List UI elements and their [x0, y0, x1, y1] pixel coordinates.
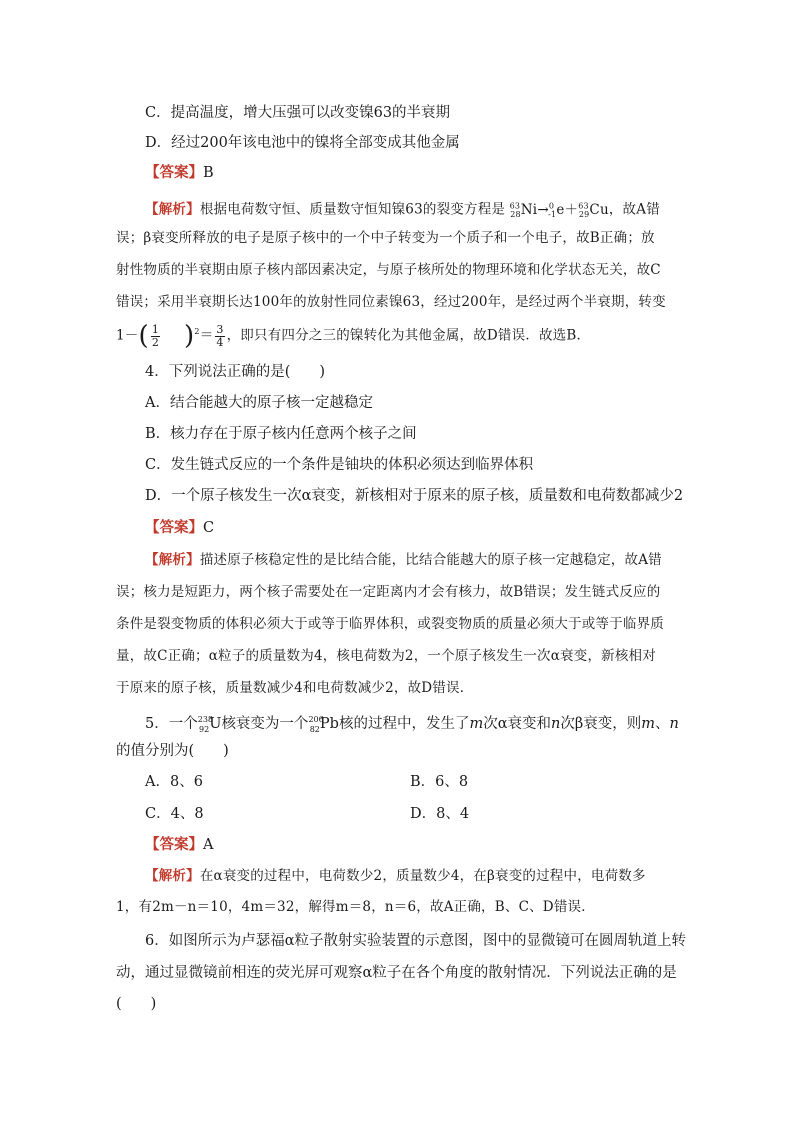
q6-stem-line-1: 6．如图所示为卢瑟福α粒子散射实验装置的示意图，图中的显微镜可在圆周轨道上转 — [145, 933, 687, 949]
q4-answer — [145, 518, 214, 538]
answer-value: A — [203, 837, 214, 853]
q4-stem: 4．下列说法正确的是( ) — [145, 364, 326, 380]
explanation-tag: 【解析】 — [145, 868, 200, 884]
q3-explanation-line-1: 【解析】根据电荷数守恒、质量数守恒知镍63的裂变方程是 $^{63}_{28}$Ni→$^0_{-1}$e＋$^{63}_{29}$Cu，故A错 — [145, 201, 660, 220]
q3-explanation-line-4: 错误；采用半衰期长达100年的放射性同位素镍63，经过200年，是经过两个半衰期，转变 — [116, 294, 666, 310]
q5-answer — [145, 835, 213, 855]
q4-explanation-line-2: 误；核力是短距力，两个核子需要处在一定距离内才会有核力，故B错误；发生链式反应的 — [116, 584, 661, 600]
q4-explanation-line-3: 条件是裂变物质的体积必须大于或等于临界体积，或裂变物质的质量必须大于或等于临界质 — [116, 616, 664, 632]
q3-answer — [145, 163, 214, 183]
q5-option-c: C．4、8 — [145, 806, 204, 822]
answer-tag: 【答案】 — [145, 164, 203, 181]
explanation-tag: 【解析】 — [145, 201, 200, 218]
fission-equation: $^{63}_{28}$Ni→$^0_{-1}$e＋$^{63}_{29}$Cu — [509, 201, 609, 220]
q4-option-d: D．一个原子核发生一次α衰变，新核相对于原来的原子核，质量数和电荷数都减少2 — [145, 488, 684, 504]
q3-explanation-line-2: 误；β衰变所释放的电子是原子核中的一个中子转变为一个质子和一个电子，故B正确；放 — [116, 230, 655, 246]
fraction-three-quarters: $\frac{3}{4}$ — [216, 322, 224, 349]
q4-option-b: B．核力存在于原子核内任意两个核子之间 — [145, 426, 417, 442]
q3-option-c: C．提高温度，增大压强可以改变镍63的半衰期 — [145, 105, 451, 121]
q5-stem-line-1: 5．一个$^{238}_{92}$U核衰变为一个$^{206}_{82}$Pb核的过程中，发生了m次α衰变和n次β衰变，则m、n — [145, 715, 679, 734]
q6-stem-line-2: 动，通过显微镜前相连的荧光屏可观察α粒子在各个角度的散射情况．下列说法正确的是 — [116, 965, 677, 981]
q4-explanation-line-4: 量，故C正确；α粒子的质量数为4，核电荷数为2，一个原子核发生一次α衰变，新核相对 — [116, 648, 656, 664]
q5-option-a: A．8、6 — [145, 774, 203, 790]
answer-value: B — [203, 165, 214, 181]
q4-option-a: A．结合能越大的原子核一定越稳定 — [145, 395, 373, 411]
answer-value: C — [203, 520, 215, 536]
q5-stem-line-2: 的值分别为( ) — [116, 743, 229, 759]
fraction-one-half: $\frac{1}{2}$ — [151, 322, 160, 349]
explanation-tag: 【解析】 — [145, 552, 200, 568]
q5-option-b: B．6、8 — [410, 774, 469, 790]
q5-explanation-line-1: 【解析】在α衰变的过程中，电荷数少2，质量数少4，在β衰变的过程中，电荷数多 — [145, 868, 646, 884]
q6-stem-line-3: ( ) — [116, 996, 157, 1012]
q3-explanation-line-5: 1－( $\frac{1}{2}$ )$^2$＝ $\frac{3}{4}$ ，即只有四分之三的镍转化为其他金属，故D错误．故选B． — [116, 321, 591, 351]
q5-explanation-line-2: 1，有2m－n＝10，4m＝32，解得m＝8，n＝6，故A正确，B、C、D错误． — [116, 899, 595, 915]
answer-tag: 【答案】 — [145, 836, 203, 853]
q3-option-d: D．经过200年该电池中的镍将全部变成其他金属 — [145, 135, 460, 151]
q4-explanation-line-5: 于原来的原子核，质量数减少4和电荷数减少2，故D错误． — [116, 680, 474, 696]
q4-option-c: C．发生链式反应的一个条件是铀块的体积必须达到临界体积 — [145, 457, 534, 473]
answer-tag: 【答案】 — [145, 519, 203, 536]
q3-explanation-line-3: 射性物质的半衰期由原子核内部因素决定，与原子核所处的物理环境和化学状态无关，故C — [116, 262, 661, 278]
q5-option-d: D．8、4 — [410, 806, 470, 822]
q4-explanation-line-1: 【解析】描述原子核稳定性的是比结合能，比结合能越大的原子核一定越稳定，故A错 — [145, 552, 662, 568]
